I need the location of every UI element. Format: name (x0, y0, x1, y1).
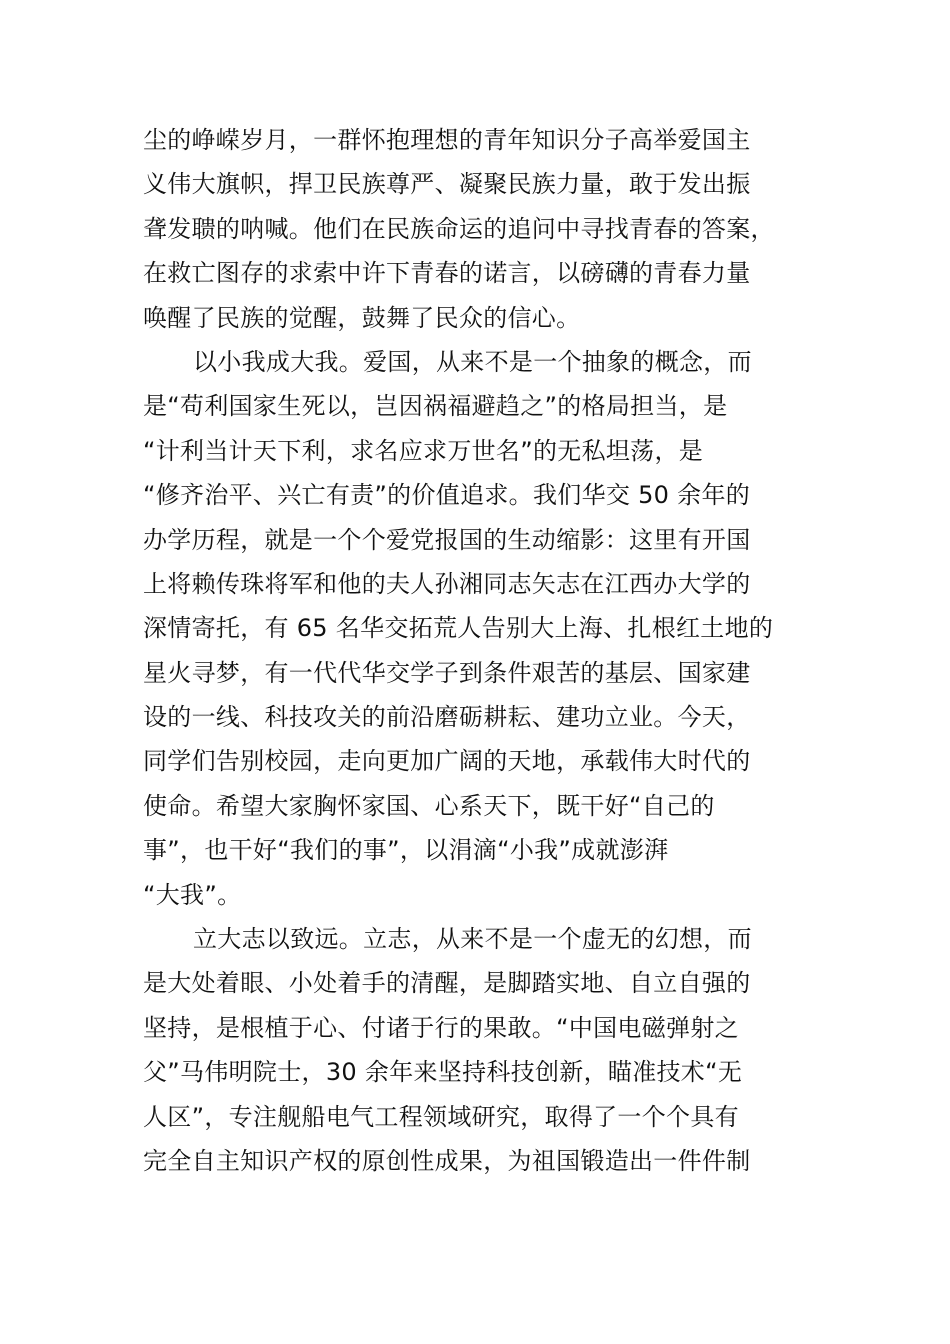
text-line: 在救亡图存的求索中许下青春的诺言，以磅礴的青春力量 (143, 259, 751, 288)
text-line: “大我”。 (143, 880, 242, 909)
text-line: 聋发聩的呐喊。他们在民族命运的追问中寻找青春的答案， (143, 214, 775, 243)
document-body (143, 118, 808, 1183)
text-line: 是“苟利国家生死以，岂因祸福避趋之”的格局担当，是 (143, 392, 728, 421)
text-line: 尘的峥嵘岁月，一群怀抱理想的青年知识分子高举爱国主 (143, 126, 751, 154)
text-line: “修齐治平、兴亡有责”的价值追求。我们华交 50 余年的 (143, 481, 751, 510)
paragraph-start-line: 以小我成大我。爱国，从来不是一个抽象的概念，而 (193, 347, 752, 376)
text-line: 人区”，专注舰船电气工程领域研究，取得了一个个具有 (143, 1102, 739, 1131)
text-line: 父”马伟明院士，30 余年来坚持科技创新，瞄准技术“无 (143, 1058, 743, 1087)
text-line: 义伟大旗帜，捍卫民族尊严、凝聚民族力量，敢于发出振 (143, 170, 751, 199)
text-line: 办学历程，就是一个个爱党报国的生动缩影：这里有开国 (143, 525, 751, 554)
text-line: 星火寻梦，有一代代华交学子到条件艰苦的基层、国家建 (143, 658, 751, 687)
text-line: 同学们告别校园，走向更加广阔的天地，承载伟大时代的 (143, 747, 751, 776)
text-line: 深情寄托，有 65 名华交拓荒人告别大上海、扎根红土地的 (143, 614, 774, 643)
text-line: 上将赖传珠将军和他的夫人孙湘同志矢志在江西办大学的 (143, 569, 751, 598)
text-line: “计利当计天下利，求名应求万世名”的无私坦荡，是 (143, 436, 704, 465)
text-line: 完全自主知识产权的原创性成果，为祖国锻造出一件件制 (143, 1146, 751, 1175)
text-line: 设的一线、科技攻关的前沿磨砺耕耘、建功立业。今天， (143, 703, 751, 732)
text-line: 事”，也干好“我们的事”，以涓滴“小我”成就澎湃 (143, 836, 669, 865)
text-line: 是大处着眼、小处着手的清醒，是脚踏实地、自立自强的 (143, 969, 751, 998)
text-line: 使命。希望大家胸怀家国、心系天下，既干好“自己的 (143, 791, 715, 820)
paragraph-start-line: 立大志以致远。立志，从来不是一个虚无的幻想，而 (193, 925, 752, 954)
text-line: 坚持，是根植于心、付诸于行的果敢。“中国电磁弹射之 (143, 1013, 739, 1042)
text-line: 唤醒了民族的觉醒，鼓舞了民众的信心。 (143, 303, 581, 332)
